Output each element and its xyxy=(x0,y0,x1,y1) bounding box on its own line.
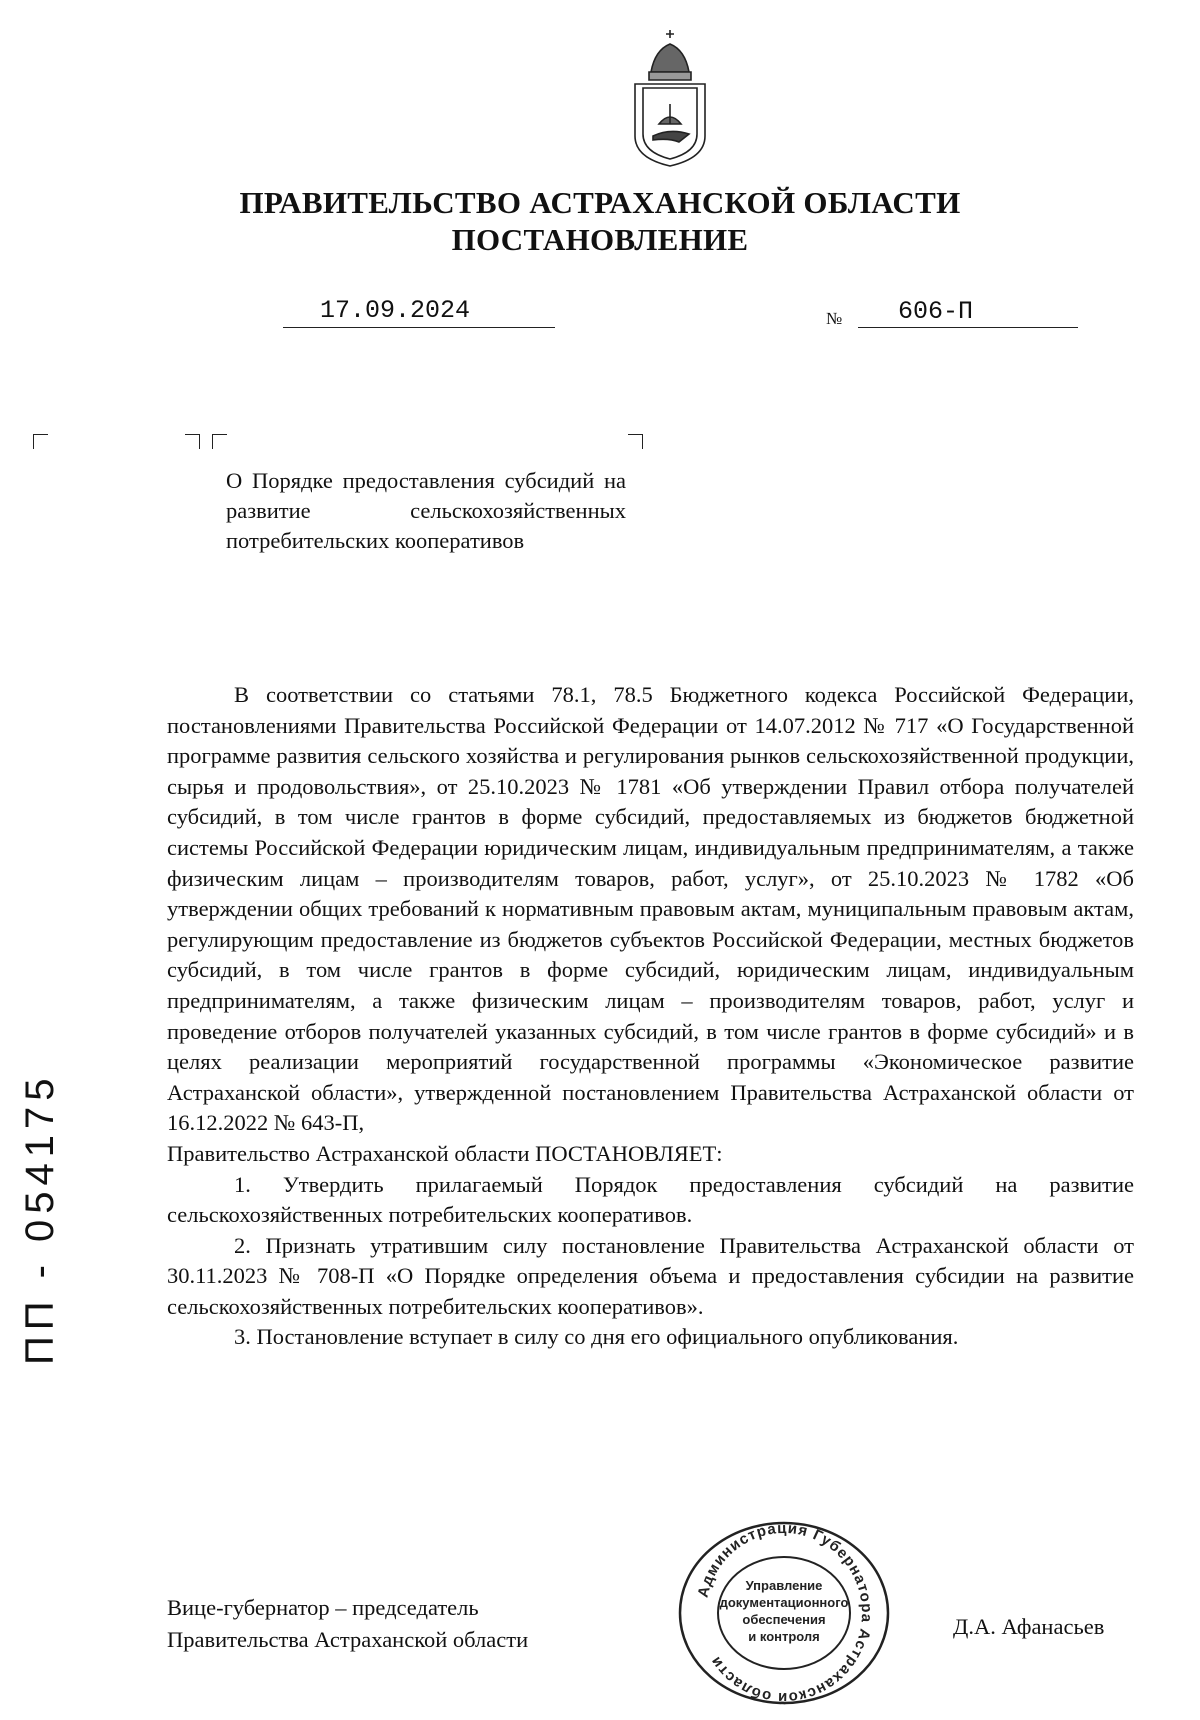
svg-text:Управление: Управление xyxy=(745,1578,823,1593)
document-type-title: ПОСТАНОВЛЕНИЕ xyxy=(451,222,749,257)
margin-stamp-number: ПП - 054175 xyxy=(18,1072,62,1365)
document-subject: О Порядке предоставления субсидий на развитие сельскохозяйственных потребительских кооперативов xyxy=(226,468,626,553)
signatory-position xyxy=(167,1592,528,1656)
date-underline xyxy=(283,327,555,328)
corner-mark-subject-left xyxy=(185,434,200,449)
svg-text:обеспечения: обеспечения xyxy=(742,1612,826,1627)
corner-mark-subject-open xyxy=(212,434,227,449)
official-seal xyxy=(672,1518,896,1708)
item-paragraph: 3. Постановление вступает в силу со дня его официального опубликования. xyxy=(234,1324,959,1350)
corner-mark-top-left xyxy=(33,434,48,449)
number-label: № xyxy=(826,309,843,328)
svg-text:Администрация Губернатора Астр: Администрация Губернатора Астраханской области xyxy=(694,1519,876,1707)
svg-text:документационного: документационного xyxy=(719,1595,849,1610)
signatory-name: Д.А. Афанасьев xyxy=(953,1614,1105,1639)
document-body xyxy=(167,680,1134,1353)
government-title: ПРАВИТЕЛЬСТВО АСТРАХАНСКОЙ ОБЛАСТИ xyxy=(239,185,961,220)
item-paragraph: 1. Утвердить прилагаемый Порядок предоставления субсидий на развитие сельскохозяйственных потребительских кооперативов. xyxy=(167,1171,1134,1228)
coat-of-arms-emblem xyxy=(629,28,711,168)
resolves-line: Правительство Астраханской области ПОСТАНОВЛЯЕТ: xyxy=(167,1140,723,1166)
corner-mark-subject-close xyxy=(628,434,643,449)
position-line: Вице-губернатор – председатель xyxy=(167,1595,479,1620)
document-date: 17.09.2024 xyxy=(320,296,471,325)
item-paragraph: 2. Признать утратившим силу постановление Правительства Астраханской области от 30.11.2023 № 708-П «О Порядке определения объема и предоставления субсидии на развитие сельскохозяйственных потребительских кооперативов». xyxy=(167,1232,1134,1319)
document-number: 606-П xyxy=(898,297,974,326)
svg-text:и контроля: и контроля xyxy=(748,1629,820,1644)
number-underline xyxy=(858,327,1078,328)
preamble-paragraph: В соответствии со статьями 78.1, 78.5 Бюджетного кодекса Российской Федерации, постановлениями Правительства Российской Федерации от 14.07.2012 № 717 «О Государственной программе развития сельского хозяйства и регулирования рынков сельскохозяйственной продукции, сырья и продовольствия», от 25.10.2023 № 1781 «Об утверждении Правил отбора получателей субсидий, в том числе грантов в форме субсидий, предоставляемых из бюджетов бюджетной системы Российской Федерации юридическим лицам, индивидуальным предпринимателям, а также физическим лицам – производителям товаров, работ, услуг», от 25.10.2023 № 1782 «Об утверждении общих требований к нормативным правовым актам, муниципальным правовым актам, регулирующим предоставление из бюджетов субъектов Российской Федерации, местных бюджетов субсидий, в том числе грантов в форме субсидий, юридическим лицам, индивидуальным предпринимателям, а также физическим лицам – производителям товаров, работ, услуг и проведение отборов получателей указанных субсидий, в том числе грантов в форме субсидий» и в целях реализации мероприятий государственной программы «Экономическое развитие Астраханской области», утвержденной постановлением Правительства Астраханской области от 16.12.2022 № 643-П, xyxy=(167,682,1134,1136)
position-line: Правительства Астраханской области xyxy=(167,1627,529,1652)
